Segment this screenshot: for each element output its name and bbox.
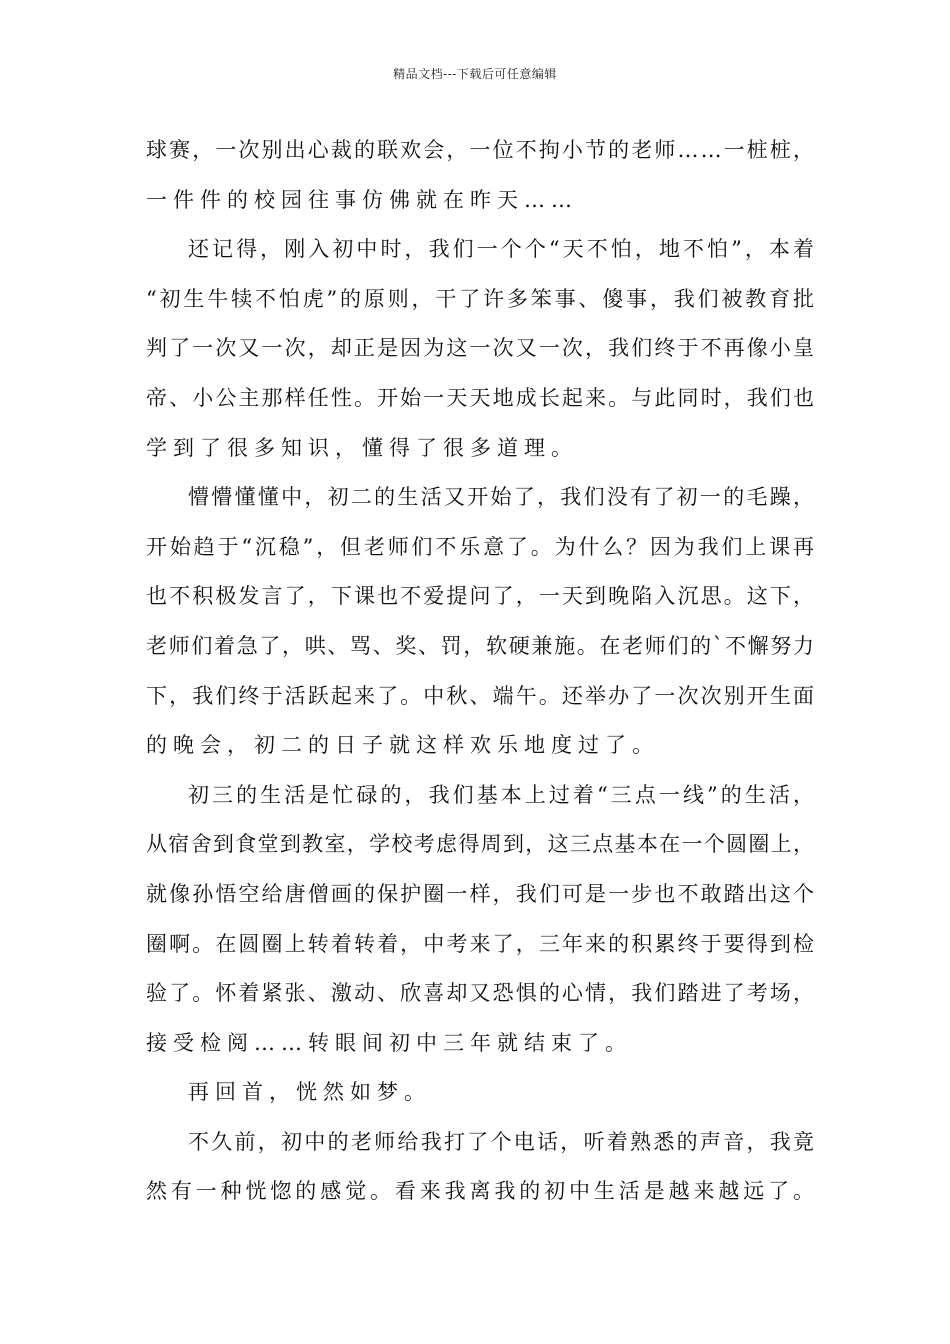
text-line: 学到了很多知识，懂得了很多道理。 xyxy=(146,435,578,460)
text-line: 圈啊。在圆圈上转着转着，中考来了，三年来的积累终于要得到检 xyxy=(146,931,817,956)
document-body xyxy=(146,132,818,1223)
text-line: 下，我们终于活跃起来了。中秋、端午。还举办了一次次别开生面 xyxy=(146,683,817,708)
text-line: 老师们着急了，哄、骂、奖、罚，软硬兼施。在老师们的`不懈努力 xyxy=(146,633,816,658)
text-line: 还记得，刚入初中时，我们一个个“天不怕，地不怕”，本着 xyxy=(188,237,818,262)
text-line: 的晚会，初二的日子就这样欢乐地度过了。 xyxy=(146,733,659,758)
text-line: 就像孙悟空给唐僧画的保护圈一样，我们可是一步也不敢踏出这个 xyxy=(146,881,817,906)
page-header: 精品文档---下载后可任意编辑 xyxy=(393,67,557,81)
text-line: 一件件的校园往事仿佛就在昨天…… xyxy=(146,187,578,212)
text-line: 判了一次又一次，却正是因为这一次又一次，我们终于不再像小皇 xyxy=(146,336,817,361)
text-line: 再回首，恍然如梦。 xyxy=(188,1080,431,1105)
text-line: 球赛，一次别出心裁的联欢会，一位不拘小节的老师……一桩桩， xyxy=(146,138,817,162)
text-line: 也不积极发言了，下课也不爱提问了，一天到晚陷入沉思。这下， xyxy=(146,584,817,609)
text-line: 从宿舍到食堂到教室，学校考虑得周到，这三点基本在一个圆圈上， xyxy=(146,832,816,857)
text-line: 接受检阅……转眼间初中三年就结束了。 xyxy=(146,1030,632,1055)
text-line: 懵懵懂懂中，初二的生活又开始了，我们没有了初一的毛躁， xyxy=(188,485,817,510)
text-line: 开始趋于“沉稳”，但老师们不乐意了。为什么？因为我们上课再 xyxy=(146,534,817,559)
text-line: 初三的生活是忙碌的，我们基本上过着“三点一线”的生活， xyxy=(188,782,818,807)
text-line: 不久前，初中的老师给我打了个电话，听着熟悉的声音，我竟 xyxy=(188,1129,817,1154)
text-line: 帝、小公主那样任性。开始一天天地成长起来。与此同时，我们也 xyxy=(146,385,817,410)
text-line: 然有一种恍惚的感觉。看来我离我的初中生活是越来越远了。 xyxy=(146,1179,818,1204)
text-line: 验了。怀着紧张、激动、欣喜却又恐惧的心情，我们踏进了考场， xyxy=(146,981,817,1006)
text-line: “初生牛犊不怕虎”的原则，干了许多笨事、傻事，我们被教育批 xyxy=(146,286,817,311)
